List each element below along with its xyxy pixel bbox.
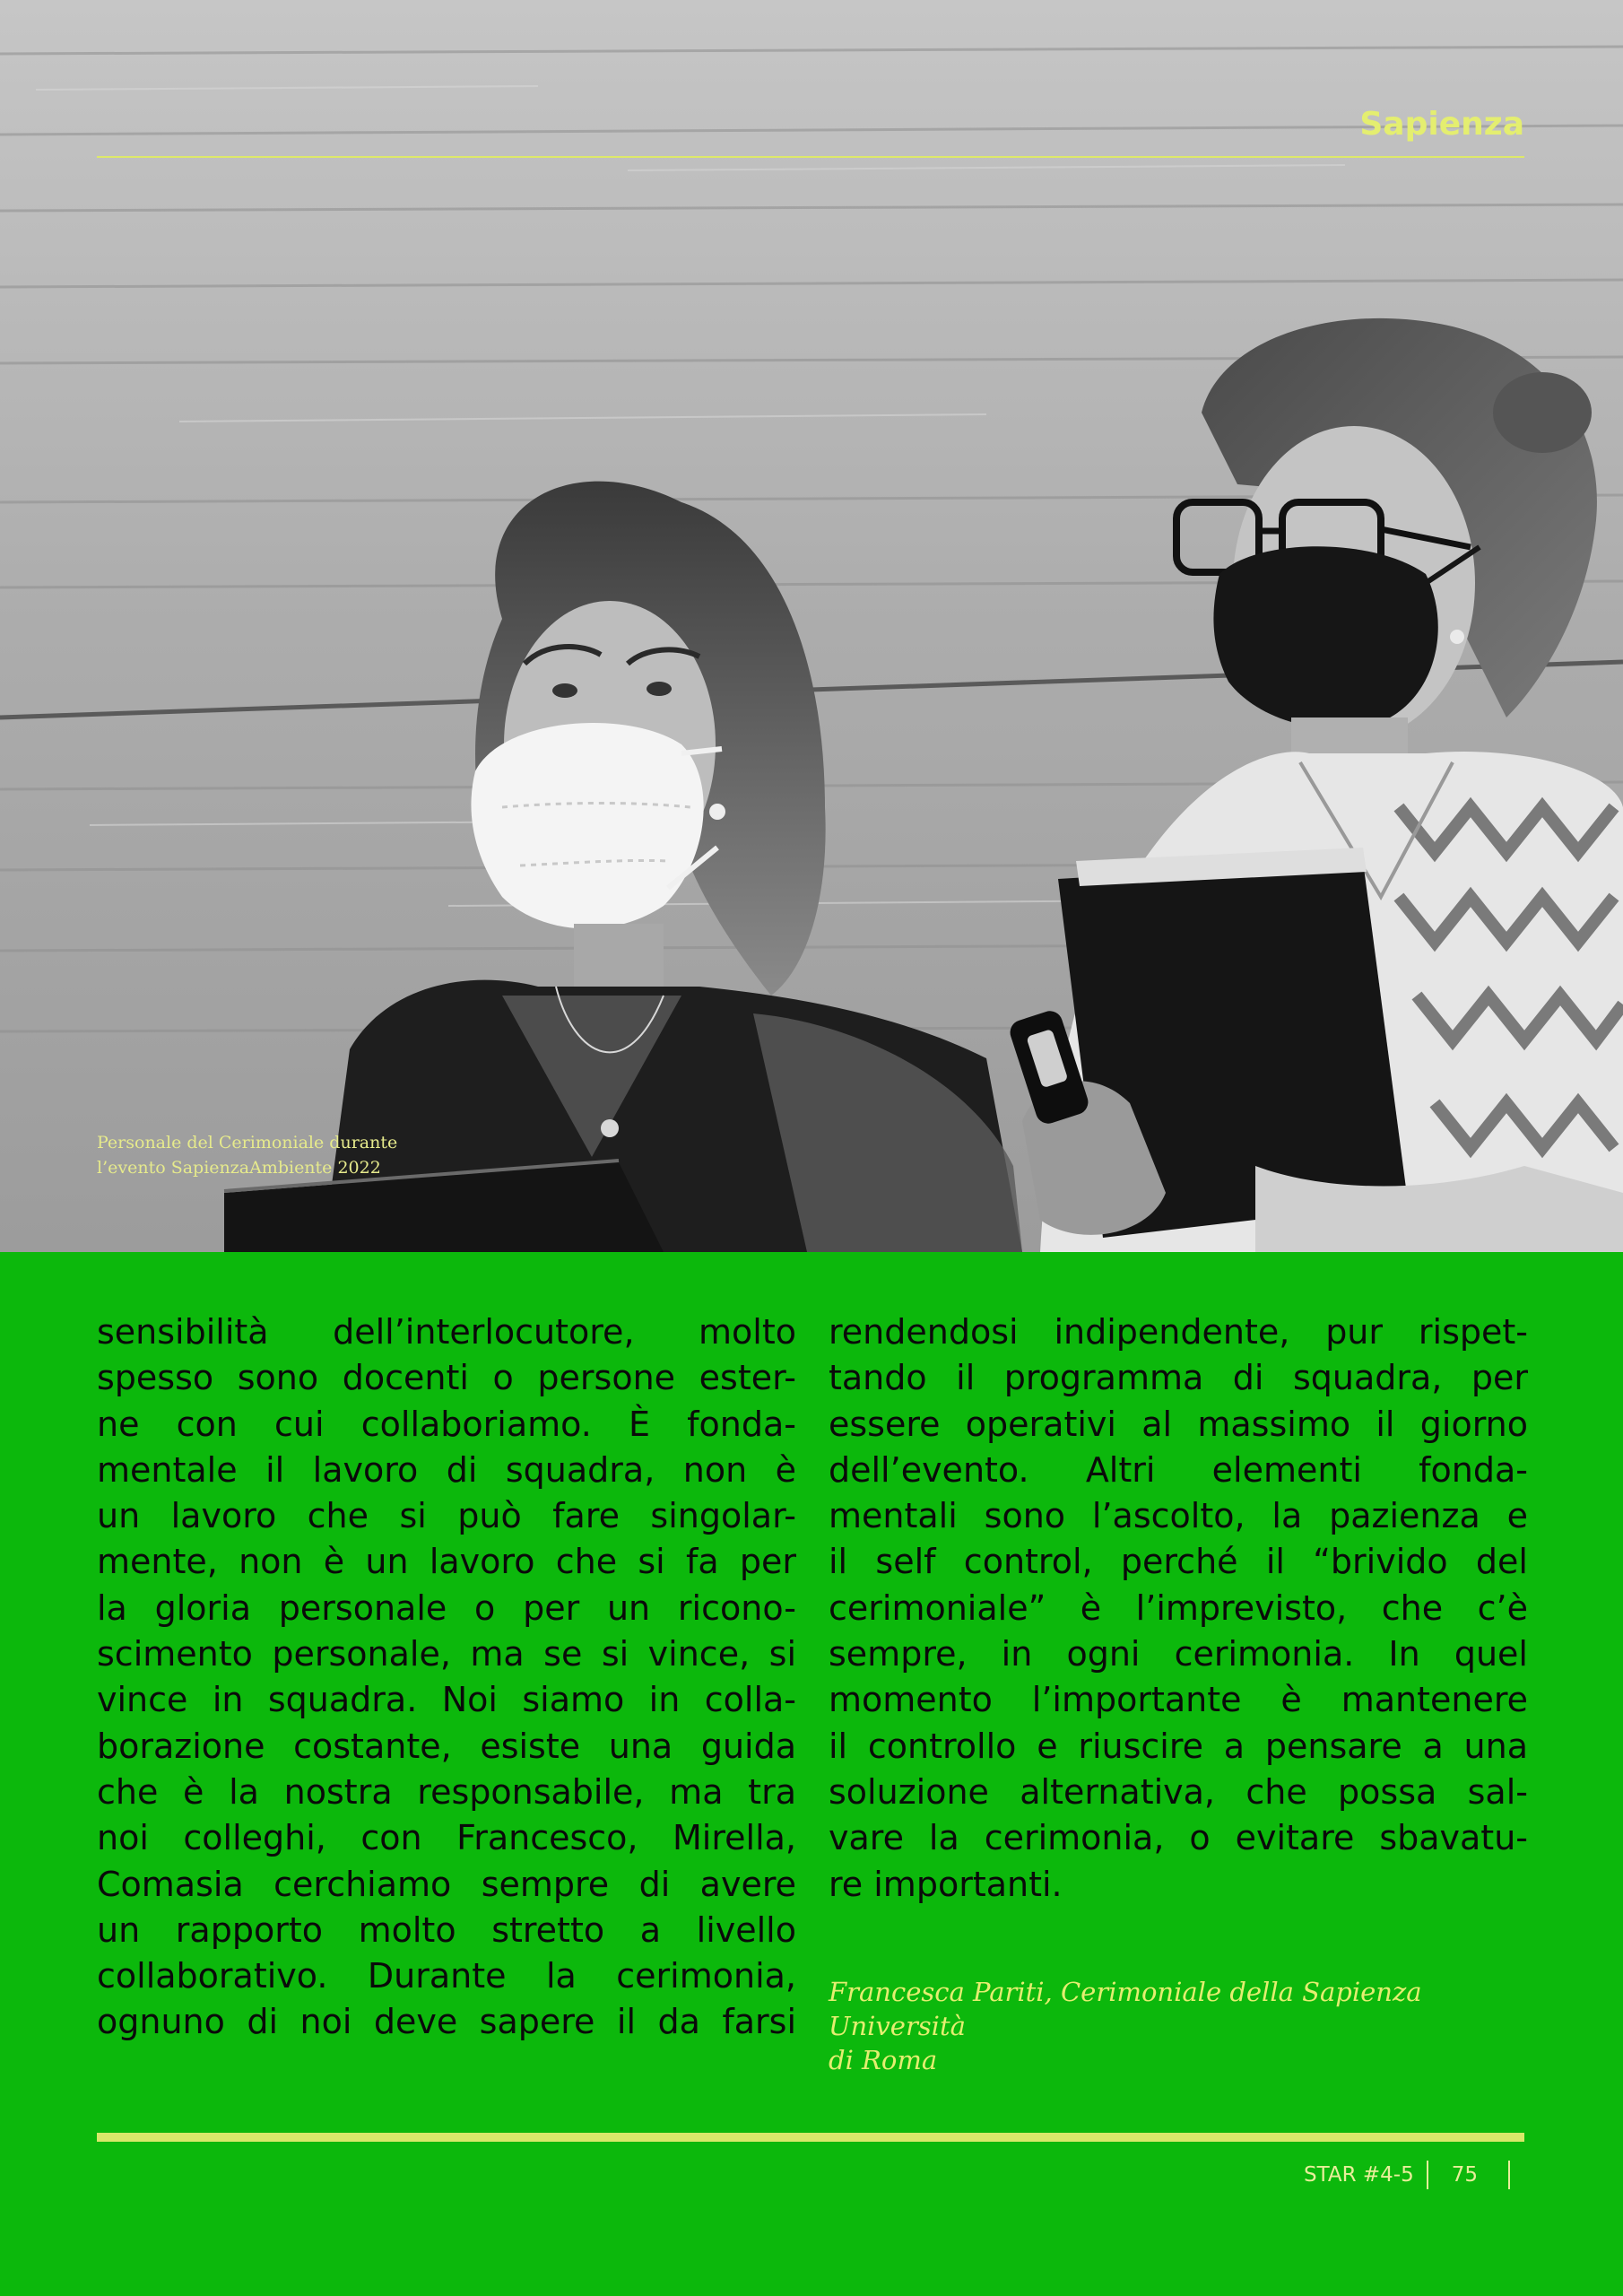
text-line: vince in squadra. Noi siamo in colla- [97,1680,796,1720]
text-line: essere operativi al massimo il giorno [829,1404,1528,1444]
footer-divider [1508,2161,1510,2189]
text-line: un rapporto molto stretto a livello [97,1909,796,1950]
footer-rule [97,2133,1524,2142]
photo-caption [97,1130,473,1180]
text-line: mentali sono l’ascolto, la pazienza e [829,1496,1528,1536]
caption-line: l’evento SapienzaAmbiente 2022 [97,1158,381,1178]
text-line: re importanti. [829,1864,1063,1904]
header-rule [97,156,1524,158]
footer-divider [1427,2161,1428,2189]
text-line: il self control, perché il “brivido del [829,1542,1528,1582]
text-line: momento l’importante è mantenere [829,1680,1528,1720]
page-footer [1304,2160,1524,2190]
text-line: rendendosi indipendente, pur rispet- [829,1312,1528,1352]
caption-line: Personale del Cerimoniale durante [97,1133,398,1152]
text-line: sempre, in ogni cerimonia. In quel [829,1634,1528,1674]
text-line: tando il programma di squadra, per [829,1358,1528,1398]
article-column-right [829,1309,1528,1908]
running-head [97,106,1524,158]
text-line: sensibilità dell’interlocutore, molto [97,1312,796,1352]
text-line: Comasia cerchiamo sempre di avere [97,1864,796,1904]
text-line: mentale il lavoro di squadra, non è [97,1449,796,1490]
text-line: la gloria personale o per un ricono- [97,1587,796,1628]
text-line: spesso sono docenti o persone ester- [97,1358,796,1398]
text-line: mente, non è un lavoro che si fa per [97,1542,796,1582]
author-signature [829,1975,1528,2077]
text-line: ognuno di noi deve sapere il da farsi [97,2002,796,2042]
text-line: cerimoniale” è l’imprevisto, che c’è [829,1587,1528,1628]
text-line: borazione costante, esiste una guida [97,1726,796,1766]
text-line: scimento personale, ma se si vince, si [97,1634,796,1674]
text-line: soluzione alternativa, che possa sal- [829,1771,1528,1812]
text-line: un lavoro che si può fare singolar- [97,1496,796,1536]
magazine-name: STAR #4-5 [1303,2163,1414,2187]
signature-line: Francesca Pariti, Cerimoniale della Sapienza Università [829,1977,1422,2041]
page-number: 75 [1451,2163,1478,2187]
text-line: vare la cerimonia, o evitare sbavatu- [829,1818,1528,1858]
signature-line: di Roma [829,2045,938,2075]
text-line: noi colleghi, con Francesco, Mirella, [97,1818,796,1858]
text-line: collaborativo. Durante la cerimonia, [97,1956,796,1996]
text-line: ne con cui collaboriamo. È fonda- [97,1404,796,1444]
text-line: il controllo e riuscire a pensare a una [829,1726,1528,1766]
section-title: Sapienza [1359,106,1524,143]
text-line: dell’evento. Altri elementi fonda- [829,1449,1528,1490]
article-column-left [97,1309,796,2046]
text-line: che è la nostra responsabile, ma tra [97,1771,796,1812]
